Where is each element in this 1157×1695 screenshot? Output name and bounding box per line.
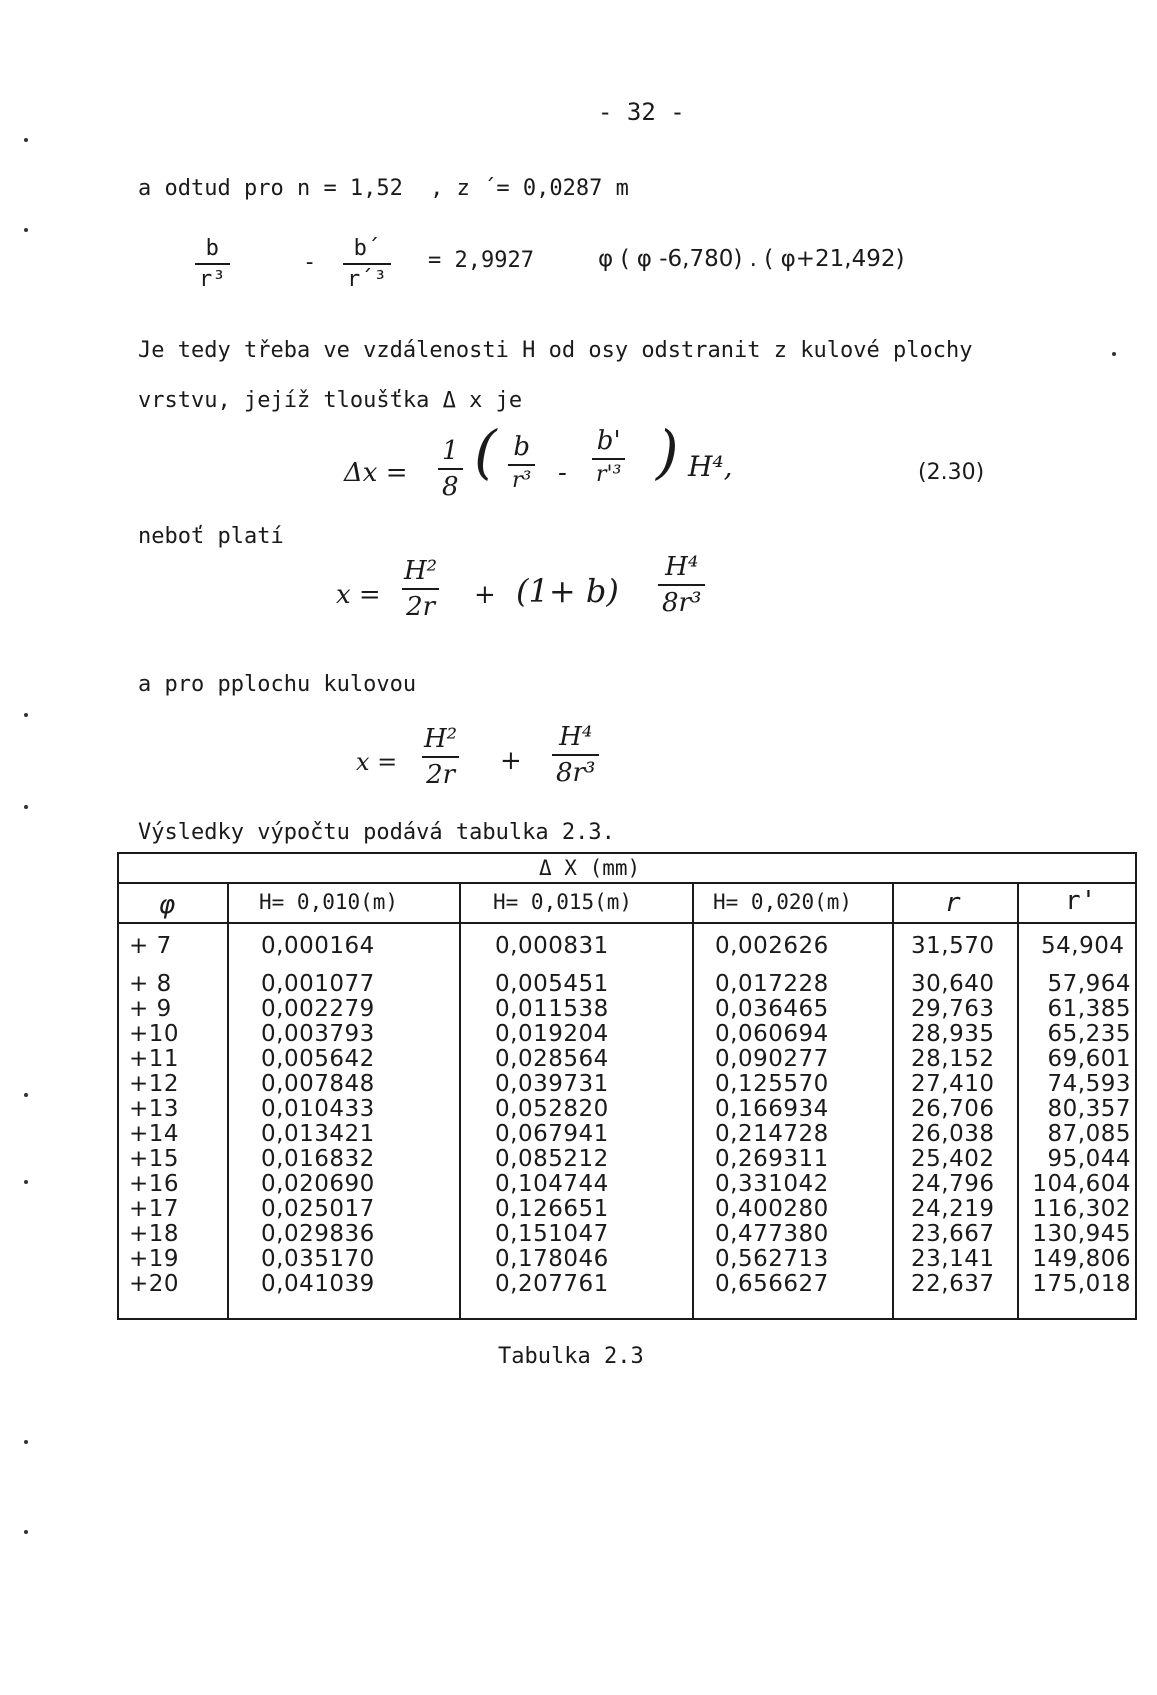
eq2-one: 1	[442, 436, 459, 466]
eq2-frac-1-8	[438, 436, 463, 502]
eq2-b: b	[513, 432, 530, 462]
column-rprime: 57,964 61,385 65,235 69,601 74,593 80,357 87,085 95,044 104,604 116,302 130,945 149,806 175,018	[1032, 971, 1131, 1297]
eq1-rhs: = 2,9927	[428, 248, 534, 273]
equation-number: (2.30)	[918, 460, 985, 485]
eq3-plus: +	[474, 580, 496, 610]
eq4-8r3: 8r³	[552, 754, 599, 788]
table-rule	[692, 882, 694, 1318]
paragraph-line-1: Je tedy třeba ve vzdálenosti H od osy odstranit z kulové plochy	[138, 338, 973, 363]
eq1-phi-expr: φ ( φ -6,780) . ( φ+21,492)	[598, 246, 905, 272]
eq2-frac-bprime	[592, 426, 625, 487]
table-rule	[119, 922, 1135, 924]
eq3-middle: (1+ b)	[516, 572, 619, 610]
margin-dot	[24, 1180, 28, 1184]
eq2-r3: r³	[508, 464, 535, 493]
eq3-lhs: x =	[336, 580, 381, 610]
eq1-frac-b	[195, 236, 230, 292]
margin-dot	[24, 805, 28, 809]
margin-dot	[24, 228, 28, 232]
margin-dot	[1112, 352, 1116, 356]
column-h015: 0,005451 0,011538 0,019204 0,028564 0,039731 0,052820 0,067941 0,085212 0,104744 0,126651 0,151047 0,178046 0,207761	[495, 971, 609, 1297]
table-caption: Tabulka 2.3	[498, 1344, 644, 1369]
margin-dot	[24, 713, 28, 717]
eq4-h4: H⁴	[559, 722, 593, 752]
first-row-h010: 0,000164	[261, 933, 375, 959]
eq1-frac-bprime	[343, 236, 391, 292]
intro-n: n = 1,52	[296, 176, 403, 201]
eq4-2r: 2r	[422, 756, 459, 790]
column-h020: 0,017228 0,036465 0,060694 0,090277 0,125570 0,166934 0,214728 0,269311 0,331042 0,400280 0,477380 0,562713 0,656627	[715, 971, 829, 1297]
eq3-2r: 2r	[402, 588, 439, 622]
first-row-phi: + 7	[129, 933, 172, 959]
paragraph-2: a pro pplochu kulovou	[138, 672, 417, 697]
header-rprime: r'	[1065, 886, 1097, 916]
paragraph-line-2: vrstvu, jejíž tloušťka Δ x je	[138, 388, 523, 413]
eq2-rprime3: r'³	[592, 458, 625, 487]
eq1-minus: -	[303, 250, 317, 275]
eq4-frac-h2	[420, 724, 461, 790]
eq1-rprime3: r´³	[343, 263, 391, 292]
eq4-frac-h4	[552, 722, 599, 788]
column-phi: + 8 + 9 +10 +11 +12 +13 +14 +15 +16 +17 +18 +19 +20	[129, 971, 180, 1297]
first-row-h020: 0,002626	[715, 933, 829, 959]
eq4-lhs: x =	[356, 748, 398, 776]
table-rule	[892, 882, 894, 1318]
eq2-frac-b	[508, 432, 535, 493]
first-row-h015: 0,000831	[495, 933, 609, 959]
results-line: Výsledky výpočtu podává tabulka 2.3.	[138, 820, 615, 845]
intro-text	[138, 176, 629, 201]
table-rule	[227, 882, 229, 1318]
intro-prefix: a odtud pro	[138, 176, 284, 201]
eq2-lhs: Δx =	[344, 458, 408, 488]
table-group-header: Δ X (mm)	[539, 856, 641, 880]
intro-z: , z ´= 0,0287 m	[430, 176, 629, 201]
eq2-eight: 8	[438, 468, 463, 502]
header-h020: H= 0,020(m)	[713, 890, 853, 914]
eq3-h2: H²	[404, 556, 438, 586]
margin-dot	[24, 1093, 28, 1097]
column-h010: 0,001077 0,002279 0,003793 0,005642 0,007848 0,010433 0,013421 0,016832 0,020690 0,025017 0,029836 0,035170 0,041039	[261, 971, 375, 1297]
header-phi: φ	[159, 890, 175, 920]
eq3-8r3: 8r³	[658, 584, 705, 618]
eq1-r3: r³	[195, 263, 230, 292]
margin-dot	[24, 1530, 28, 1534]
eq3-h4: H⁴	[665, 552, 699, 582]
nebot-text: neboť platí	[138, 524, 284, 549]
page-number: - 32 -	[598, 98, 685, 126]
eq2-minus: -	[558, 458, 567, 488]
eq3-frac-h4	[658, 552, 705, 618]
eq4-plus: +	[500, 746, 522, 776]
table-rule	[459, 882, 461, 1318]
eq2-bprime: b'	[596, 426, 621, 456]
eq2-open-paren: (	[474, 418, 497, 486]
eq3-frac-h2	[400, 556, 441, 622]
eq1-bprime: b´	[353, 236, 381, 261]
margin-dot	[24, 1440, 28, 1444]
header-h010: H= 0,010(m)	[259, 890, 399, 914]
table-rule	[119, 882, 1135, 884]
first-row-r: 31,570	[911, 933, 995, 959]
eq2-close-paren: )	[656, 418, 679, 486]
eq2-tail: H⁴,	[688, 450, 733, 483]
header-h015: H= 0,015(m)	[493, 890, 633, 914]
first-row-rprime: 54,904	[1041, 933, 1125, 959]
table-rule	[1017, 882, 1019, 1318]
eq4-h2: H²	[424, 724, 458, 754]
eq1-b: b	[205, 236, 219, 261]
margin-dot	[24, 138, 28, 142]
header-r: r	[945, 888, 961, 918]
results-table	[117, 852, 1137, 1320]
column-r: 30,640 29,763 28,935 28,152 27,410 26,706 26,038 25,402 24,796 24,219 23,667 23,141 22,637	[911, 971, 995, 1297]
